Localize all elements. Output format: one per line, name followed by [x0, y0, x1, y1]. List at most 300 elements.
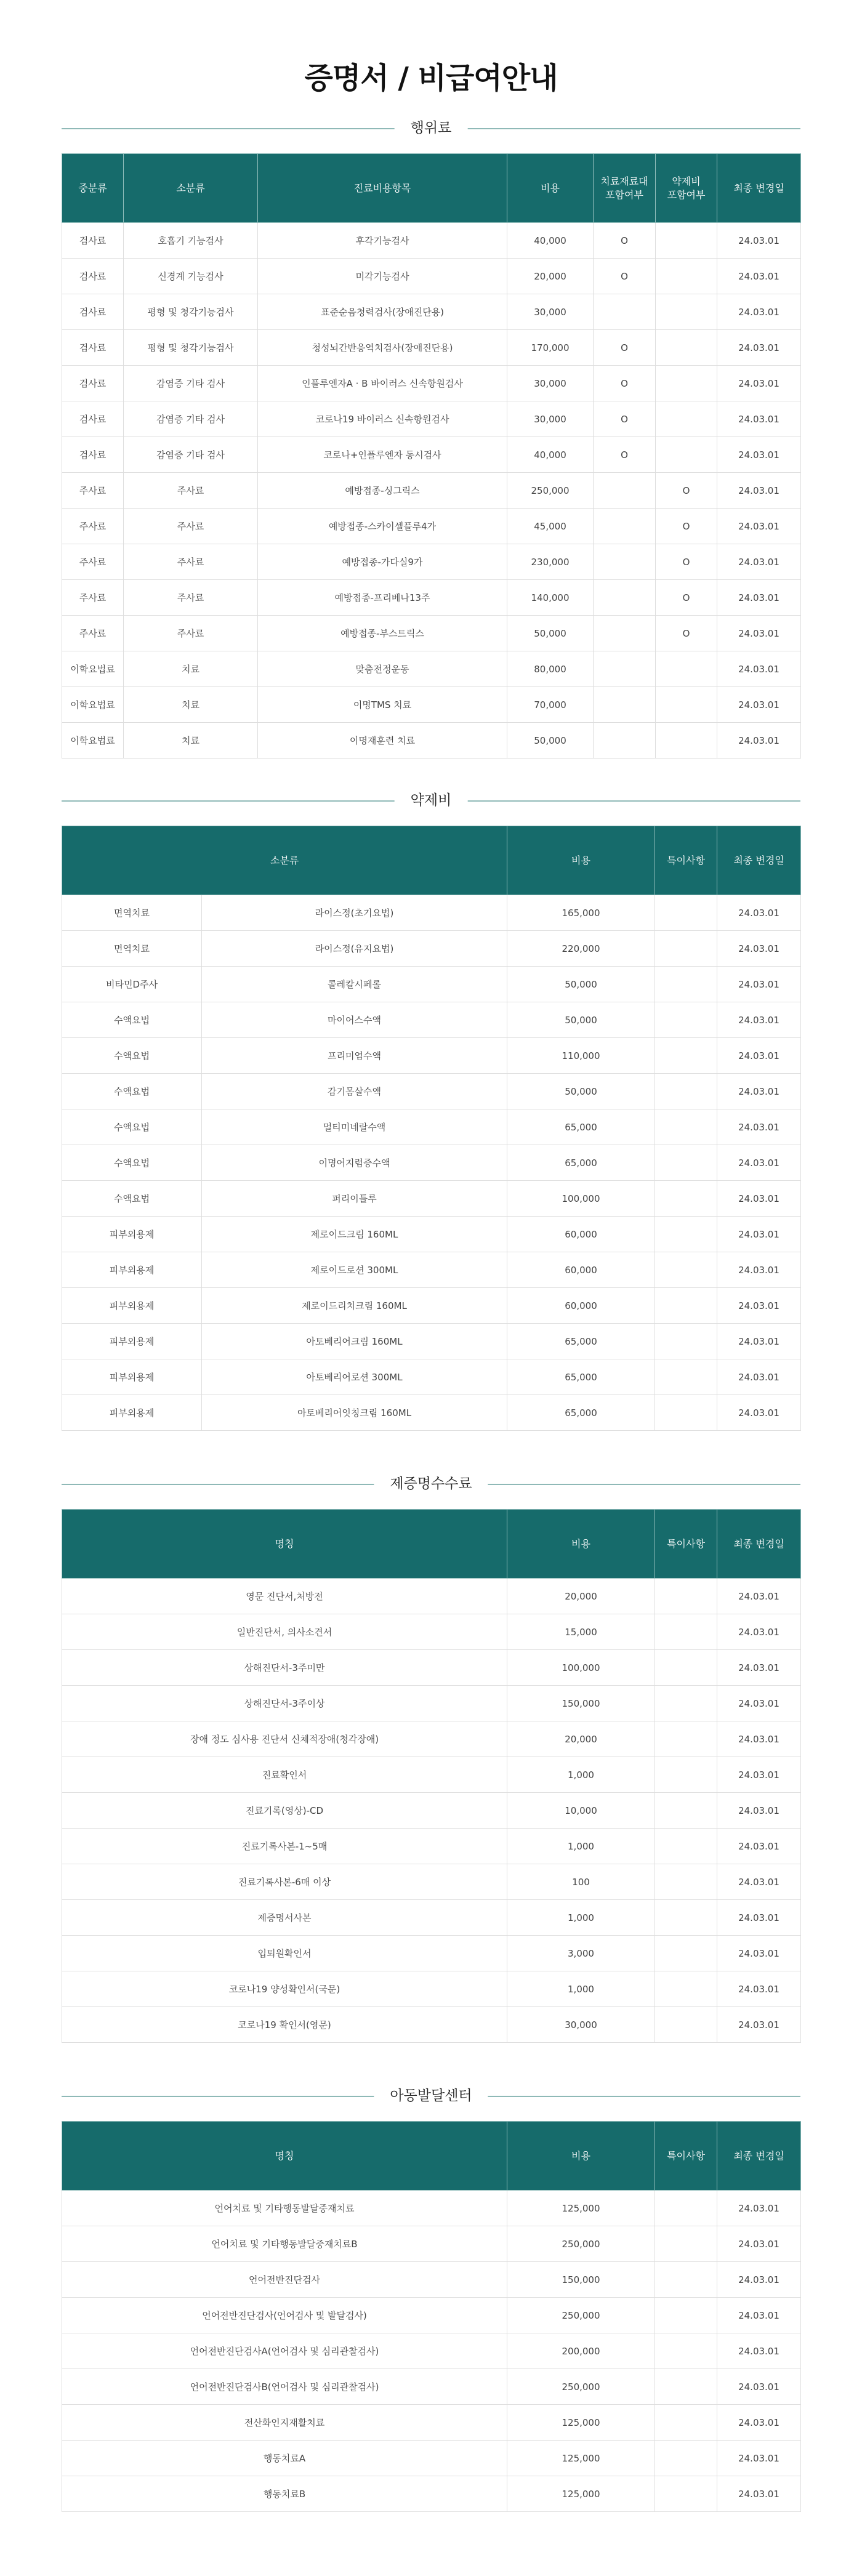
table-cell — [655, 1900, 717, 1936]
table-cell — [594, 651, 656, 687]
table-cell: 20,000 — [507, 1579, 655, 1614]
table-cell: 30,000 — [507, 294, 594, 330]
table-cell: 검사료 — [62, 259, 124, 294]
table-cell: 미각기능검사 — [258, 259, 507, 294]
table-cell: 상해진단서-3주미만 — [62, 1650, 507, 1686]
table-cell: 140,000 — [507, 580, 594, 616]
table-cell: O — [656, 544, 717, 580]
table-body — [62, 2191, 801, 2512]
table-cell — [655, 1324, 717, 1359]
table-row — [62, 1757, 801, 1793]
table-row — [62, 1579, 801, 1614]
section-title: 아동발달센터 — [374, 2083, 488, 2108]
table-row — [62, 1074, 801, 1109]
table-row — [62, 2298, 801, 2333]
table-cell: 진료기록(영상)-CD — [62, 1793, 507, 1829]
column-header: 특이사항 — [655, 826, 717, 895]
table-row — [62, 651, 801, 687]
table-row — [62, 1145, 801, 1181]
table-cell: 24.03.01 — [717, 2191, 801, 2226]
table-cell: 예방접종-싱그릭스 — [258, 473, 507, 509]
table-cell: 진료기록사본-6매 이상 — [62, 1864, 507, 1900]
table-cell: 주사료 — [124, 509, 258, 544]
table-cell — [656, 366, 717, 401]
drug-fee-table — [62, 826, 801, 1431]
table-cell — [655, 1395, 717, 1431]
table-cell: 50,000 — [507, 723, 594, 759]
table-cell: 제증명서사본 — [62, 1900, 507, 1936]
table-row — [62, 1359, 801, 1395]
table-cell: 치료 — [124, 723, 258, 759]
table-cell: 24.03.01 — [717, 1002, 801, 1038]
table-cell: 주사료 — [124, 580, 258, 616]
table-cell: 30,000 — [507, 366, 594, 401]
table-cell: 상해진단서-3주이상 — [62, 1686, 507, 1721]
table-cell — [655, 2226, 717, 2262]
table-cell — [655, 1217, 717, 1252]
table-cell — [655, 1359, 717, 1395]
table-cell: 수액요법 — [62, 1145, 202, 1181]
table-cell: 24.03.01 — [717, 1579, 801, 1614]
table-cell: 언어전반진단검사(언어검사 및 발달검사) — [62, 2298, 507, 2333]
table-cell: 10,000 — [507, 1793, 655, 1829]
table-cell: 검사료 — [62, 366, 124, 401]
table-cell: 1,000 — [507, 1757, 655, 1793]
table-header-row — [62, 826, 801, 895]
table-cell: 40,000 — [507, 437, 594, 473]
table-cell: 200,000 — [507, 2333, 655, 2369]
column-header: 특이사항 — [655, 1510, 717, 1579]
table-cell: 1,000 — [507, 1971, 655, 2007]
table-cell — [655, 1650, 717, 1686]
table-cell — [655, 2191, 717, 2226]
table-row — [62, 544, 801, 580]
table-row — [62, 1793, 801, 1829]
table-row — [62, 1181, 801, 1217]
table-cell: 24.03.01 — [717, 1721, 801, 1757]
table-cell: 주사료 — [62, 616, 124, 651]
table-cell: 24.03.01 — [717, 473, 801, 509]
table-row — [62, 2476, 801, 2512]
table-row — [62, 2191, 801, 2226]
table-cell — [655, 1579, 717, 1614]
table-cell: 50,000 — [507, 1002, 655, 1038]
table-row — [62, 1395, 801, 1431]
table-row — [62, 616, 801, 651]
table-cell: 제로이드리치크림 160ML — [202, 1288, 507, 1324]
table-cell: 125,000 — [507, 2441, 655, 2476]
table-row — [62, 895, 801, 931]
table-cell: 피부외용제 — [62, 1395, 202, 1431]
table-cell: 24.03.01 — [717, 687, 801, 723]
table-row — [62, 1109, 801, 1145]
table-cell: 검사료 — [62, 401, 124, 437]
table-cell: 주사료 — [124, 473, 258, 509]
table-cell: 감염증 기타 검사 — [124, 401, 258, 437]
table-cell: 24.03.01 — [717, 1686, 801, 1721]
table-cell: 언어치료 및 기타행동발달중재치료 — [62, 2191, 507, 2226]
table-cell: 65,000 — [507, 1359, 655, 1395]
table-cell — [655, 2262, 717, 2298]
table-cell — [655, 1686, 717, 1721]
table-cell: 110,000 — [507, 1038, 655, 1074]
column-header: 비용 — [507, 1510, 655, 1579]
table-cell: 24.03.01 — [717, 1971, 801, 2007]
table-cell — [656, 651, 717, 687]
table-cell — [655, 1936, 717, 1971]
table-cell: 검사료 — [62, 437, 124, 473]
table-cell — [656, 687, 717, 723]
table-cell — [655, 1074, 717, 1109]
table-cell: 행동치료B — [62, 2476, 507, 2512]
table-cell — [655, 2441, 717, 2476]
table-cell: 표준순음청력검사(장애진단용) — [258, 294, 507, 330]
table-header-row — [62, 1510, 801, 1579]
table-cell: 진료기록사본-1~5매 — [62, 1829, 507, 1864]
table-cell — [655, 2476, 717, 2512]
table-cell: 맞춤전정운동 — [258, 651, 507, 687]
table-cell: 퍼리이틀루 — [202, 1181, 507, 1217]
section-child-development-center — [62, 2083, 800, 2512]
table-cell: 24.03.01 — [717, 294, 801, 330]
table-cell: O — [656, 616, 717, 651]
table-cell: 피부외용제 — [62, 1359, 202, 1395]
table-cell: 이학요법료 — [62, 723, 124, 759]
table-cell — [594, 509, 656, 544]
table-cell: 행동치료A — [62, 2441, 507, 2476]
table-cell — [656, 437, 717, 473]
table-cell: 아토베리어크림 160ML — [202, 1324, 507, 1359]
column-header: 진료비용항목 — [258, 154, 507, 223]
table-cell: 주사료 — [62, 473, 124, 509]
table-cell — [655, 1614, 717, 1650]
table-cell: 150,000 — [507, 1686, 655, 1721]
table-cell: 24.03.01 — [717, 616, 801, 651]
table-cell: O — [656, 473, 717, 509]
table-row — [62, 1252, 801, 1288]
table-cell: 24.03.01 — [717, 1288, 801, 1324]
table-cell: 코로나19 바이러스 신속항원검사 — [258, 401, 507, 437]
table-cell: 170,000 — [507, 330, 594, 366]
table-cell: 125,000 — [507, 2476, 655, 2512]
table-cell: 65,000 — [507, 1395, 655, 1431]
table-cell — [655, 1864, 717, 1900]
table-cell — [656, 330, 717, 366]
table-cell: 24.03.01 — [717, 2262, 801, 2298]
table-cell — [656, 401, 717, 437]
table-cell: 24.03.01 — [717, 1252, 801, 1288]
table-cell: 1,000 — [507, 1900, 655, 1936]
table-row — [62, 1288, 801, 1324]
column-header: 특이사항 — [655, 2122, 717, 2191]
table-cell: 24.03.01 — [717, 223, 801, 259]
table-row — [62, 509, 801, 544]
section-title: 약제비 — [395, 788, 468, 813]
table-cell: 24.03.01 — [717, 259, 801, 294]
table-cell: 24.03.01 — [717, 366, 801, 401]
table-cell: 언어전반진단검사 — [62, 2262, 507, 2298]
table-cell: 15,000 — [507, 1614, 655, 1650]
table-header-row — [62, 154, 801, 223]
table-cell — [655, 2298, 717, 2333]
table-cell: 20,000 — [507, 1721, 655, 1757]
table-cell: 150,000 — [507, 2262, 655, 2298]
table-cell: 24.03.01 — [717, 437, 801, 473]
table-cell: 125,000 — [507, 2191, 655, 2226]
table-cell: 인플루엔자A · B 바이러스 신속항원검사 — [258, 366, 507, 401]
table-cell — [655, 2333, 717, 2369]
table-cell: 주사료 — [124, 616, 258, 651]
table-cell: 250,000 — [507, 2369, 655, 2405]
table-header-row — [62, 2122, 801, 2191]
table-body — [62, 1579, 801, 2043]
table-cell: 45,000 — [507, 509, 594, 544]
table-row — [62, 1829, 801, 1864]
table-cell — [655, 1757, 717, 1793]
table-cell: 면역치료 — [62, 931, 202, 967]
table-row — [62, 967, 801, 1002]
table-cell: 30,000 — [507, 401, 594, 437]
table-cell: 수액요법 — [62, 1109, 202, 1145]
table-row — [62, 223, 801, 259]
table-cell: 24.03.01 — [717, 723, 801, 759]
table-cell: 수액요법 — [62, 1074, 202, 1109]
table-row — [62, 366, 801, 401]
table-body — [62, 223, 801, 759]
table-cell — [656, 723, 717, 759]
table-row — [62, 330, 801, 366]
table-cell: 24.03.01 — [717, 1359, 801, 1395]
table-cell: 이명어지럼증수액 — [202, 1145, 507, 1181]
table-cell: 60,000 — [507, 1217, 655, 1252]
table-cell: 영문 진단서,처방전 — [62, 1579, 507, 1614]
table-cell: O — [594, 401, 656, 437]
table-cell: 100 — [507, 1864, 655, 1900]
table-row — [62, 437, 801, 473]
table-cell: 24.03.01 — [717, 1864, 801, 1900]
table-cell — [655, 2007, 717, 2043]
table-cell — [655, 2405, 717, 2441]
section-heading — [62, 788, 800, 813]
table-cell: 24.03.01 — [717, 1074, 801, 1109]
section-heading — [62, 116, 800, 140]
table-cell: 24.03.01 — [717, 330, 801, 366]
table-cell: 100,000 — [507, 1181, 655, 1217]
table-cell — [655, 1252, 717, 1288]
table-row — [62, 2226, 801, 2262]
table-row — [62, 1217, 801, 1252]
table-cell: 24.03.01 — [717, 1181, 801, 1217]
table-row — [62, 580, 801, 616]
table-cell: 검사료 — [62, 330, 124, 366]
certificate-fee-table — [62, 1509, 801, 2043]
procedure-fee-table — [62, 153, 801, 759]
table-cell — [594, 580, 656, 616]
table-cell: 24.03.01 — [717, 1936, 801, 1971]
table-cell: 일반진단서, 의사소견서 — [62, 1614, 507, 1650]
table-cell: 수액요법 — [62, 1181, 202, 1217]
table-cell: 250,000 — [507, 2226, 655, 2262]
table-cell — [655, 1793, 717, 1829]
column-header: 치료재료대 포함여부 — [594, 154, 656, 223]
table-cell: 65,000 — [507, 1324, 655, 1359]
table-cell: 24.03.01 — [717, 1217, 801, 1252]
section-heading — [62, 1471, 800, 1496]
table-row — [62, 473, 801, 509]
table-cell: 피부외용제 — [62, 1217, 202, 1252]
table-cell: 청성뇌간반응역치검사(장애진단용) — [258, 330, 507, 366]
table-cell: 감염증 기타 검사 — [124, 437, 258, 473]
table-cell: 피부외용제 — [62, 1252, 202, 1288]
table-cell: 라이스정(유지요법) — [202, 931, 507, 967]
table-cell — [655, 2369, 717, 2405]
table-cell — [594, 616, 656, 651]
table-cell: O — [656, 509, 717, 544]
table-cell: 감염증 기타 검사 — [124, 366, 258, 401]
table-cell: 24.03.01 — [717, 580, 801, 616]
table-cell: 주사료 — [62, 509, 124, 544]
table-cell: 24.03.01 — [717, 2441, 801, 2476]
table-cell: 제로이드로션 300ML — [202, 1252, 507, 1288]
table-cell: 이명TMS 치료 — [258, 687, 507, 723]
table-cell: 24.03.01 — [717, 1395, 801, 1431]
table-cell: 신경계 기능검사 — [124, 259, 258, 294]
table-cell: 주사료 — [62, 544, 124, 580]
table-cell: 24.03.01 — [717, 1650, 801, 1686]
table-cell: 피부외용제 — [62, 1324, 202, 1359]
table-cell: 50,000 — [507, 1074, 655, 1109]
table-cell: 예방접종-가다실9가 — [258, 544, 507, 580]
table-row — [62, 1038, 801, 1074]
table-row — [62, 2369, 801, 2405]
table-cell — [594, 687, 656, 723]
table-cell — [656, 294, 717, 330]
table-cell: 언어전반진단검사B(언어검사 및 심리관찰검사) — [62, 2369, 507, 2405]
section-heading — [62, 2083, 800, 2108]
table-cell — [655, 1002, 717, 1038]
table-cell — [594, 294, 656, 330]
table-cell: 아토베리어로션 300ML — [202, 1359, 507, 1395]
section-drug-fees — [62, 788, 800, 1431]
table-cell: 24.03.01 — [717, 931, 801, 967]
table-row — [62, 401, 801, 437]
table-cell — [656, 259, 717, 294]
child-center-fee-table — [62, 2121, 801, 2512]
table-cell: 50,000 — [507, 616, 594, 651]
table-cell: 24.03.01 — [717, 967, 801, 1002]
table-row — [62, 2007, 801, 2043]
table-cell: 피부외용제 — [62, 1288, 202, 1324]
table-cell — [656, 223, 717, 259]
table-cell: 24.03.01 — [717, 895, 801, 931]
table-row — [62, 1324, 801, 1359]
table-cell: 220,000 — [507, 931, 655, 967]
table-cell: 전산화인지재활치료 — [62, 2405, 507, 2441]
table-cell: 40,000 — [507, 223, 594, 259]
table-cell — [655, 967, 717, 1002]
page-title: 증명서 / 비급여안내 — [304, 61, 558, 95]
table-cell: O — [594, 223, 656, 259]
table-cell: 50,000 — [507, 967, 655, 1002]
table-cell: 이학요법료 — [62, 651, 124, 687]
table-cell: 24.03.01 — [717, 2405, 801, 2441]
table-cell: 제로이드크림 160ML — [202, 1217, 507, 1252]
table-row — [62, 931, 801, 967]
section-certificate-fees — [62, 1471, 800, 2043]
table-cell: 60,000 — [507, 1252, 655, 1288]
table-cell: O — [656, 580, 717, 616]
table-cell: 24.03.01 — [717, 2298, 801, 2333]
column-header: 최종 변경일 — [717, 2122, 801, 2191]
table-cell: 비타민D주사 — [62, 967, 202, 1002]
table-row — [62, 1650, 801, 1686]
table-cell: 24.03.01 — [717, 1757, 801, 1793]
table-cell: 24.03.01 — [717, 1109, 801, 1145]
table-cell: 예방접종-스카이셀플루4가 — [258, 509, 507, 544]
table-cell: 24.03.01 — [717, 1900, 801, 1936]
table-cell — [655, 1721, 717, 1757]
table-cell: 125,000 — [507, 2405, 655, 2441]
table-cell — [594, 544, 656, 580]
section-title: 제증명수수료 — [374, 1471, 488, 1496]
table-cell: 250,000 — [507, 473, 594, 509]
table-cell: 65,000 — [507, 1109, 655, 1145]
table-cell: 입퇴원확인서 — [62, 1936, 507, 1971]
table-cell: 면역치료 — [62, 895, 202, 931]
section-procedure-fees — [62, 116, 800, 759]
table-cell: 언어치료 및 기타행동발달중재치료B — [62, 2226, 507, 2262]
table-cell — [655, 895, 717, 931]
table-row — [62, 2405, 801, 2441]
table-cell: 70,000 — [507, 687, 594, 723]
table-cell: 20,000 — [507, 259, 594, 294]
table-row — [62, 723, 801, 759]
table-cell: 이명재훈련 치료 — [258, 723, 507, 759]
table-body — [62, 895, 801, 1431]
table-cell: 24.03.01 — [717, 1038, 801, 1074]
table-cell: 3,000 — [507, 1936, 655, 1971]
table-row — [62, 259, 801, 294]
table-cell: 주사료 — [124, 544, 258, 580]
table-cell — [655, 1038, 717, 1074]
table-cell — [655, 1181, 717, 1217]
table-row — [62, 1864, 801, 1900]
table-cell — [655, 931, 717, 967]
table-cell: 24.03.01 — [717, 2476, 801, 2512]
table-cell: 평형 및 청각기능검사 — [124, 294, 258, 330]
table-cell: 30,000 — [507, 2007, 655, 2043]
column-header: 명칭 — [62, 2122, 507, 2191]
table-cell: 60,000 — [507, 1288, 655, 1324]
column-header: 비용 — [507, 2122, 655, 2191]
table-cell: 치료 — [124, 651, 258, 687]
table-cell — [655, 1829, 717, 1864]
table-cell: 100,000 — [507, 1650, 655, 1686]
table-cell — [594, 473, 656, 509]
table-cell: 예방접종-부스트릭스 — [258, 616, 507, 651]
table-cell: 코로나19 확인서(영문) — [62, 2007, 507, 2043]
table-cell: 장애 정도 심사용 진단서 신체적장애(청각장애) — [62, 1721, 507, 1757]
table-cell: 주사료 — [62, 580, 124, 616]
table-cell: 멀티미네랄수액 — [202, 1109, 507, 1145]
table-cell: 230,000 — [507, 544, 594, 580]
table-cell: 검사료 — [62, 223, 124, 259]
table-cell: 코로나19 양성확인서(국문) — [62, 1971, 507, 2007]
table-cell: 24.03.01 — [717, 2369, 801, 2405]
table-cell: 수액요법 — [62, 1002, 202, 1038]
section-title: 행위료 — [395, 116, 468, 140]
column-header: 최종 변경일 — [717, 1510, 801, 1579]
